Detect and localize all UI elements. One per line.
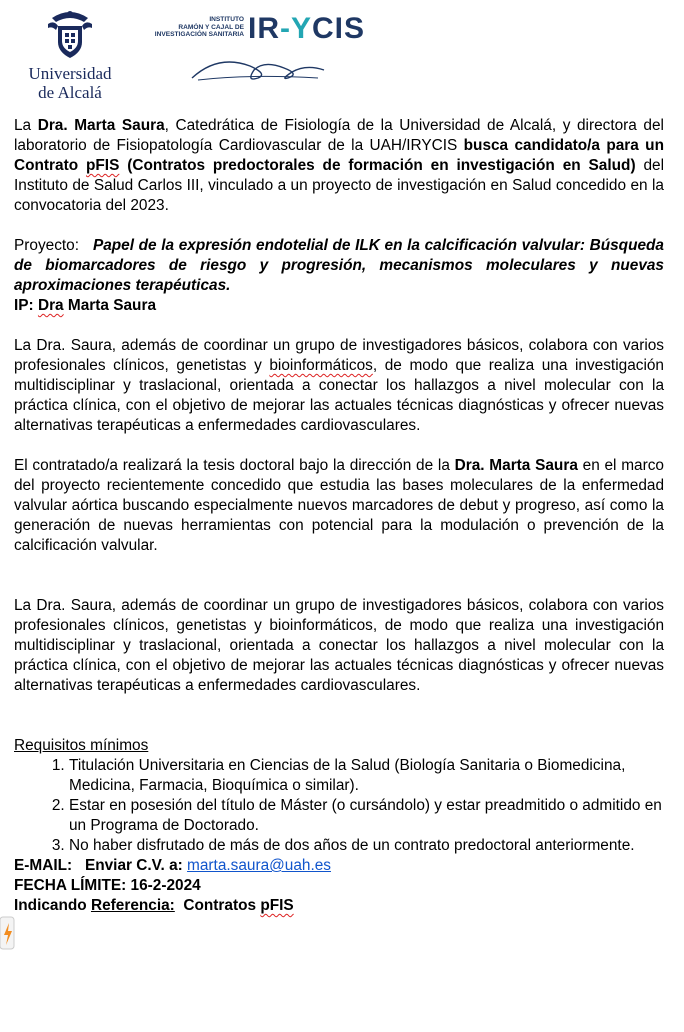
requirements-heading: Requisitos mínimos (14, 737, 149, 754)
deadline-line (14, 876, 664, 896)
irycis-wordmark (248, 12, 365, 46)
requirement-item: 3. No haber disfrutado de más de dos años de un contrato predoctoral anteriormente. (69, 836, 664, 856)
university-name-line1: Universidad (28, 64, 112, 83)
university-logo (18, 8, 122, 104)
intro-text-2: , Catedrática de Fisiología de la Universidad de Alcalá, y directora del laboratorio de Fisiopatología Cardiovascular de la UAH/IRYCIS (14, 117, 664, 154)
director-name: Dra. Marta Saura (37, 117, 165, 134)
intro-text-3: del Instituto de Salud Carlos III, vinculado a un proyecto de investigación en Salud concedido en la convocatoria del 2023. (14, 157, 664, 214)
ref-label: Referencia: (90, 897, 175, 914)
institute-line1: INSTITUTO (209, 16, 244, 23)
brand-mid: -Y (280, 12, 312, 45)
intro-bold-1: busca candidato/a para un Contrato (14, 137, 664, 174)
para2-text-2: en el marco del proyecto recientemente concedido que estudia las bases moleculares de la enfermedad valvular aórtica buscando especialmente nuevos marcadores de debut y progreso, así como la generación de nuevas herramientas con potencial para la modulación o prevención de la calcificación valvular. (14, 457, 664, 554)
ip-dra: Dra (37, 297, 64, 314)
research-paragraph-2: La Dra. Saura, además de coordinar un grupo de investigadores básicos, colabora con varios profesionales clínicos, genetistas y bioinformáticos, de modo que realiza una investigación multidisciplinar y traslacional, orientada a conectar los hallazgos a nivel molecular con la práctica clínica, con el objetivo de mejorar las actuales técnicas diagnósticas y ofrecer nuevas alternativas terapéuticas a enfermedades cardiovasculares. (14, 597, 664, 694)
ip-name: Marta Saura (63, 297, 157, 314)
para1-flagged-word: bioinformáticos (269, 357, 373, 374)
ref-prefix: Indicando (14, 897, 91, 914)
requirement-item: 1. Titulación Universitaria en Ciencias de la Salud (Biología Sanitaria o Biomedicina, Medicina, Farmacia, Bioquímica o similar). (69, 756, 664, 796)
para2-director-name: Dra. Marta Saura (454, 457, 578, 474)
deadline-text: FECHA LÍMITE: 16-2-2024 (14, 877, 201, 894)
ip-line (14, 296, 664, 316)
reference-line (14, 896, 664, 916)
brand-left: IR (248, 12, 280, 45)
email-label: E-MAIL: Enviar C.V. a: (14, 857, 188, 874)
thesis-paragraph (14, 456, 664, 556)
brand-right: CIS (312, 12, 366, 45)
signature-swash-icon (188, 52, 328, 84)
institute-name (140, 16, 244, 39)
para1-text-1: La Dra. Saura, además de coordinar un grupo de investigadores básicos, colabora con varios profesionales clínicos, genetistas y (14, 337, 664, 374)
ref-middle: Contratos (174, 897, 261, 914)
intro-paragraph (14, 116, 664, 216)
ip-label: IP: (14, 297, 38, 314)
para1-text-2: , de modo que realiza una investigación multidisciplinar y traslacional, orientada a conectar los hallazgos a nivel molecular con la práctica clínica, con el objetivo de mejorar las actuales técnicas diagnósticas y ofrecer nuevas alternativas terapéuticas a enfermedades cardiovasculares. (14, 357, 664, 434)
project-paragraph (14, 236, 664, 296)
intro-text-1: La (14, 117, 38, 134)
document-body (14, 116, 664, 916)
project-label: Proyecto: (14, 237, 93, 254)
para2-text-1: El contratado/a realizará la tesis doctoral bajo la dirección de la (14, 457, 455, 474)
pfis-term: pFIS (86, 157, 120, 174)
ref-value: pFIS (260, 897, 294, 914)
project-title: Papel de la expresión endotelial de ILK en la calcificación valvular: Búsqueda de biomarcadores de riesgo y progresión, mecanismos moleculares y nuevas aproximaciones terapéuticas. (14, 237, 664, 294)
institute-line3: INVESTIGACIÓN SANITARIA (154, 31, 244, 39)
sidebar-plugin-icon[interactable] (0, 913, 16, 953)
header (0, 0, 684, 108)
irycis-logo (140, 12, 366, 84)
email-link[interactable]: marta.saura@uah.es (187, 857, 331, 874)
research-paragraph-1 (14, 336, 664, 436)
institute-line2: RAMÓN Y CAJAL DE (178, 23, 244, 31)
intro-bold-2: (Contratos predoctorales de formación en investigación en Salud) (119, 157, 636, 174)
university-crest-icon (44, 8, 96, 60)
email-line (14, 856, 664, 876)
requirement-item: 2. Estar en posesión del título de Máster (o cursándolo) y estar preadmitido o admitido en un Programa de Doctorado. (69, 796, 664, 836)
requirements-list (14, 756, 664, 856)
university-name-line2: de Alcalá (38, 83, 102, 102)
